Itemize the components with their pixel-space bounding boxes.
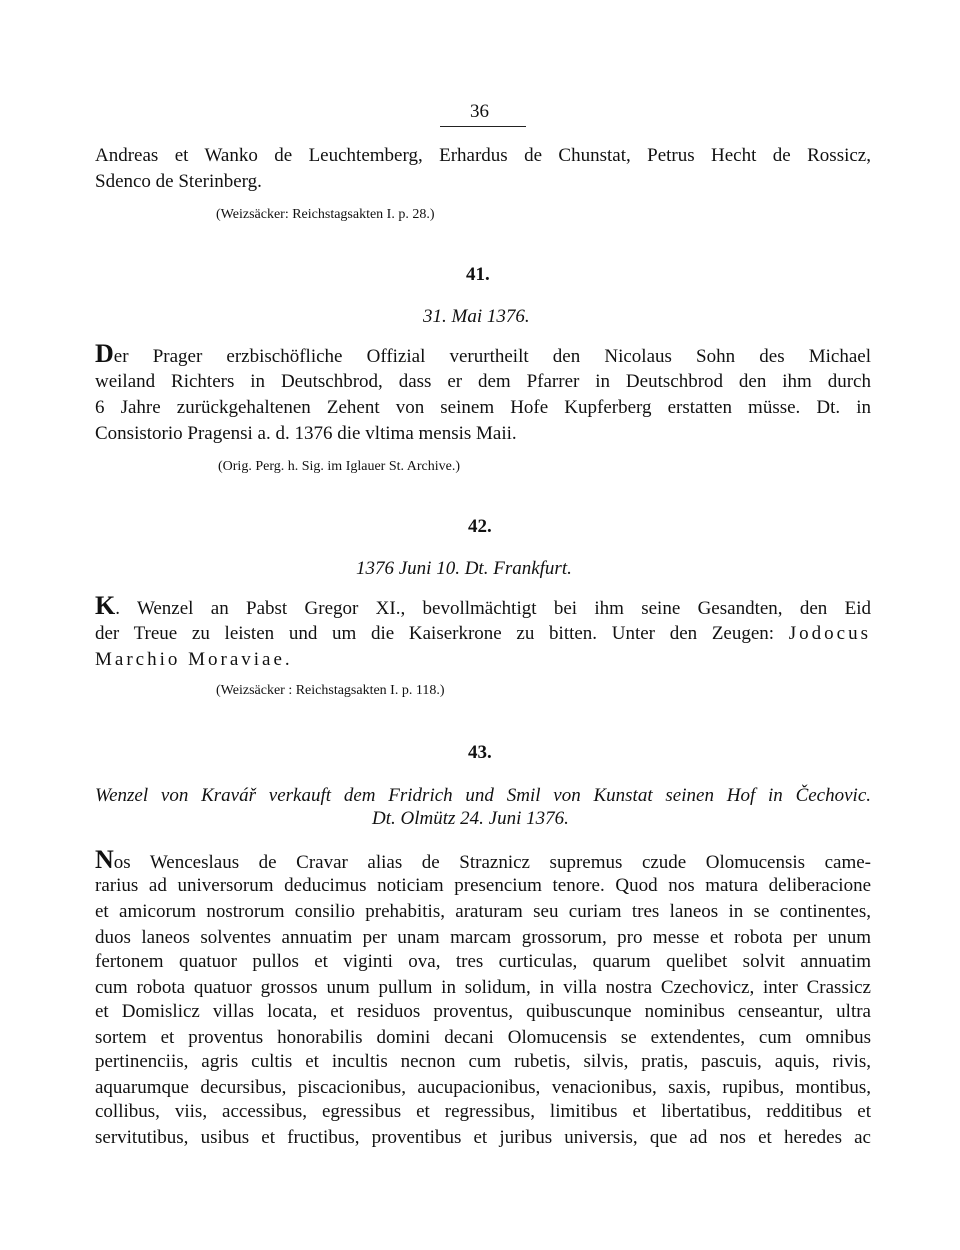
doc43-number: 43. xyxy=(468,742,492,763)
doc41-number: 41. xyxy=(466,264,490,285)
doc42-source: (Weizsäcker : Reichstagsakten I. p. 118.) xyxy=(216,683,445,698)
doc41-line-3: 6 Jahre zurückgehaltenen Zehent von seinem Hofe Kupferberg erstatten müsse. Dt. in xyxy=(95,397,871,418)
doc41-date: 31. Mai 1376. xyxy=(423,306,530,327)
doc43-line-7: et Domislicz villas locata, et residuos proventus, quibuscunque nominibus censeantur, ultra xyxy=(95,1001,871,1022)
doc43-title-line-2: Dt. Olmütz 24. Juni 1376. xyxy=(372,808,569,829)
doc42-line-2: der Treue zu leisten und um die Kaiserkrone zu bitten. Unter den Zeugen: Jodocus xyxy=(95,623,871,644)
doc43-line-8: sortem et proventus honorabilis domini decani Olomucensis se extendentes, cum omnibus xyxy=(95,1027,871,1048)
doc41-source: (Orig. Perg. h. Sig. im Iglauer St. Archive.) xyxy=(218,459,460,474)
doc43-line-9: pertinenciis, agris cultis et incultis necnon cum rubetis, silvis, pratis, pascuis, aquis, rivis, xyxy=(95,1051,871,1072)
top-line-2: Sdenco de Sterinberg. xyxy=(95,171,262,192)
top-source: (Weizsäcker: Reichstagsakten I. p. 28.) xyxy=(216,207,435,222)
doc43-line-3: et amicorum nostrorum consilio prehabitis, araturam seu curiam tres laneos in se continentes, xyxy=(95,901,871,922)
doc43-initial: N xyxy=(95,845,114,874)
doc43-title-line-1: Wenzel von Kravář verkauft dem Fridrich und Smil von Kunstat seinen Hof in Čechovic. xyxy=(95,785,871,806)
doc41-line-2: weiland Richters in Deutschbrod, dass er dem Pfarrer in Deutschbrod den ihm durch xyxy=(95,371,871,392)
doc42-number: 42. xyxy=(468,516,492,537)
doc43-line-6: cum robota quatuor grossos unum pullum in solidum, in villa nostra Czechovicz, inter Crassicz xyxy=(95,977,871,998)
doc43-line-12: servitutibus, usibus et fructibus, proventibus et juribus universis, que ad nos et heredes ac xyxy=(95,1127,871,1148)
doc43-line-10: aquarumque decursibus, piscacionibus, aucupacionibus, venacionibus, saxis, rupibus, montibus, xyxy=(95,1077,871,1098)
doc43-line-5: fertonem quatuor pullos et viginti ova, tres curticulas, quarum quelibet solvit annuatim xyxy=(95,951,871,972)
doc42-line-3: Marchio Moraviae. xyxy=(95,649,293,670)
doc42-initial: K xyxy=(95,591,116,620)
top-line-1: Andreas et Wanko de Leuchtemberg, Erhardus de Chunstat, Petrus Hecht de Rossicz, xyxy=(95,145,871,166)
doc43-line-1: Nos Wenceslaus de Cravar alias de Straznicz supremus czude Olomucensis came- xyxy=(95,845,871,874)
doc43-line-11: collibus, viis, accessibus, egressibus et regressibus, limitibus et libertatibus, redditibus et xyxy=(95,1101,871,1122)
doc41-initial: D xyxy=(95,339,114,368)
doc41-line-1: Der Prager erzbischöfliche Offizial verurtheilt den Nicolaus Sohn des Michael xyxy=(95,339,871,368)
doc41-line-4: Consistorio Pragensi a. d. 1376 die vltima mensis Maii. xyxy=(95,423,517,444)
doc42-line-1: K. Wenzel an Pabst Gregor XI., bevollmächtigt bei ihm seine Gesandten, den Eid xyxy=(95,591,871,620)
doc43-line-2: rarius ad universorum deducimus noticiam presencium tenore. Quod nos matura deliberacione xyxy=(95,875,871,896)
doc43-line-4: duos laneos solventes annuatim per unam marcam grossorum, pro messe et robota per unum xyxy=(95,927,871,948)
doc42-date: 1376 Juni 10. Dt. Frankfurt. xyxy=(356,558,572,579)
page-number: 36 xyxy=(470,101,489,122)
header-rule xyxy=(440,126,526,127)
